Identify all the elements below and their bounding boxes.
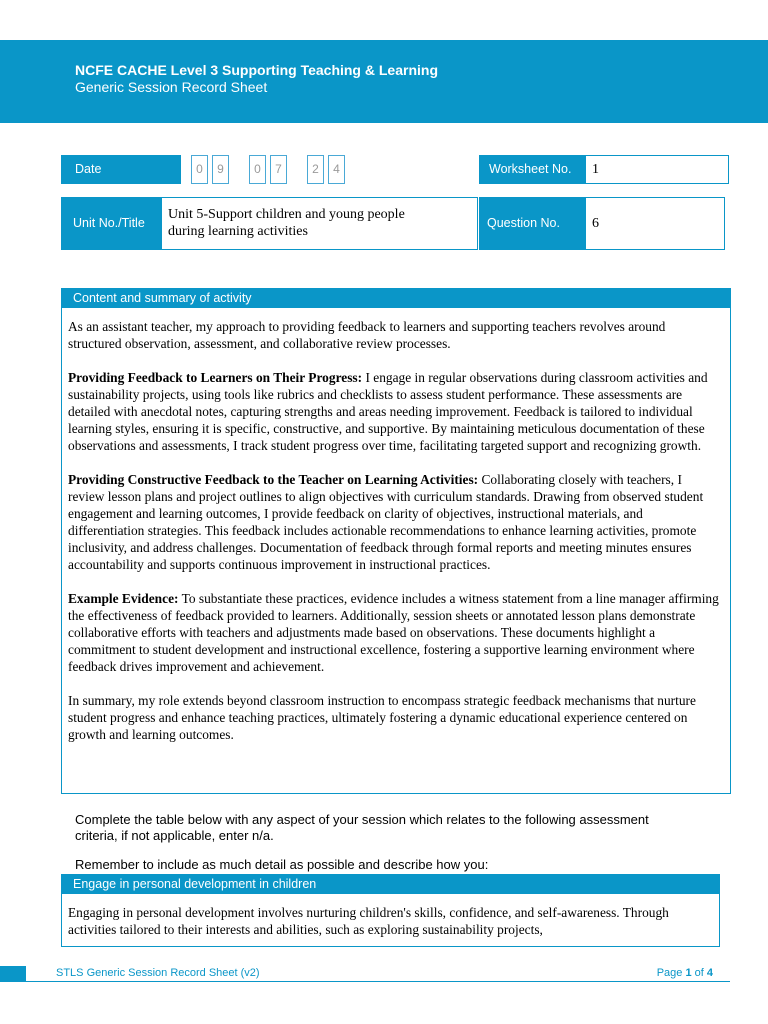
date-digit-6[interactable]: 4: [328, 155, 345, 184]
instruction-line-3: Remember to include as much detail as possible and describe how you:: [75, 857, 489, 872]
date-label: Date: [61, 155, 181, 184]
summary-closing-paragraph: In summary, my role extends beyond classroom instruction to encompass strategic feedback mechanisms that nurture student progress and enhance teaching practices, ultimately fostering a dynamic educational experience centered on growth and learning outcomes.: [68, 693, 696, 742]
personal-development-field[interactable]: [61, 894, 720, 947]
question-label: Question No.: [479, 197, 585, 250]
footer-divider: [26, 981, 730, 982]
date-digit-2[interactable]: 9: [212, 155, 229, 184]
footer-accent: [0, 966, 26, 982]
instruction-line-1: Complete the table below with any aspect of your session which relates to the following assessment: [75, 812, 649, 827]
date-digit-5[interactable]: 2: [307, 155, 324, 184]
summary-intro-paragraph: As an assistant teacher, my approach to providing feedback to learners and supporting teachers revolves around structured observation, assessment, and collaborative review processes.: [68, 319, 666, 351]
footer-page-number: Page 1 of 4: [656, 967, 713, 979]
document-title: NCFE CACHE Level 3 Supporting Teaching & Learning: [75, 62, 438, 78]
worksheet-label: Worksheet No.: [479, 155, 585, 184]
unit-title-label: Unit No./Title: [61, 197, 161, 250]
feedback-teacher-paragraph: [68, 471, 720, 573]
personal-development-heading: Engage in personal development in children: [61, 874, 720, 894]
example-evidence-text: To substantiate these practices, evidence includes a witness statement from a line manager affirming the effectiveness of feedback provided to learners. Additionally, session sheets or annotated lesson plans demonstrate collaborative efforts with teachers and adjustments made based on observations. These documents highlight a commitment to student development and instructional excellence, fostering a supportive learning environment where feedback drives improvement and achievement.: [68, 591, 719, 674]
content-summary-field[interactable]: [61, 308, 731, 794]
unit-title-line-2: during learning activities: [168, 224, 308, 239]
date-digit-3[interactable]: 0: [249, 155, 266, 184]
feedback-learners-text: I engage in regular observations during classroom activities and sustainability projects, using tools like rubrics and checklists to assess student performance. These assessments are detailed with anecdotal notes, capturing strengths and areas needing improvement. Feedback is tailored to individual learning styles, ensuring it is specific, constructive, and supportive. By maintaining meticulous documentation of these observations and assessments, I track student progress over time, facilitating targeted support and recognizing growth.: [68, 370, 708, 453]
example-evidence-heading: Example Evidence:: [68, 591, 179, 606]
date-digit-1[interactable]: 0: [191, 155, 208, 184]
date-digit-4[interactable]: 7: [270, 155, 287, 184]
content-summary-heading: Content and summary of activity: [61, 288, 731, 308]
example-evidence-paragraph: [68, 590, 720, 675]
feedback-teacher-text: Collaborating closely with teachers, I review lesson plans and project outlines to align objectives with curriculum standards. Drawing from observed student engagement and learning outcomes, I provide feedback on clarity of objectives, instructional materials, and differentiation strategies. This feedback includes actionable recommendations to enhance learning activities, promote inclusivity, and address challenges. Documentation of feedback through formal reports and meeting minutes ensures accountability and supports continuous improvement in instructional practices.: [68, 472, 704, 572]
worksheet-number-field[interactable]: 1: [585, 155, 729, 184]
feedback-teacher-heading: Providing Constructive Feedback to the Teacher on Learning Activities:: [68, 472, 479, 487]
document-subtitle: Generic Session Record Sheet: [75, 79, 268, 95]
personal-development-text: Engaging in personal development involves nurturing children's skills, confidence, and self-awareness. Through activities tailored to their interests and abilities, such as exploring sustainability projects,: [68, 905, 669, 937]
feedback-learners-heading: Providing Feedback to Learners on Their Progress:: [68, 370, 363, 385]
footer-document-name: STLS Generic Session Record Sheet (v2): [56, 967, 260, 979]
unit-title-line-1: Unit 5-Support children and young people: [168, 207, 405, 222]
instruction-line-2: criteria, if not applicable, enter n/a.: [75, 828, 274, 843]
question-number-field[interactable]: 6: [585, 197, 725, 250]
feedback-learners-paragraph: [68, 369, 720, 454]
unit-title-field[interactable]: [161, 197, 478, 250]
